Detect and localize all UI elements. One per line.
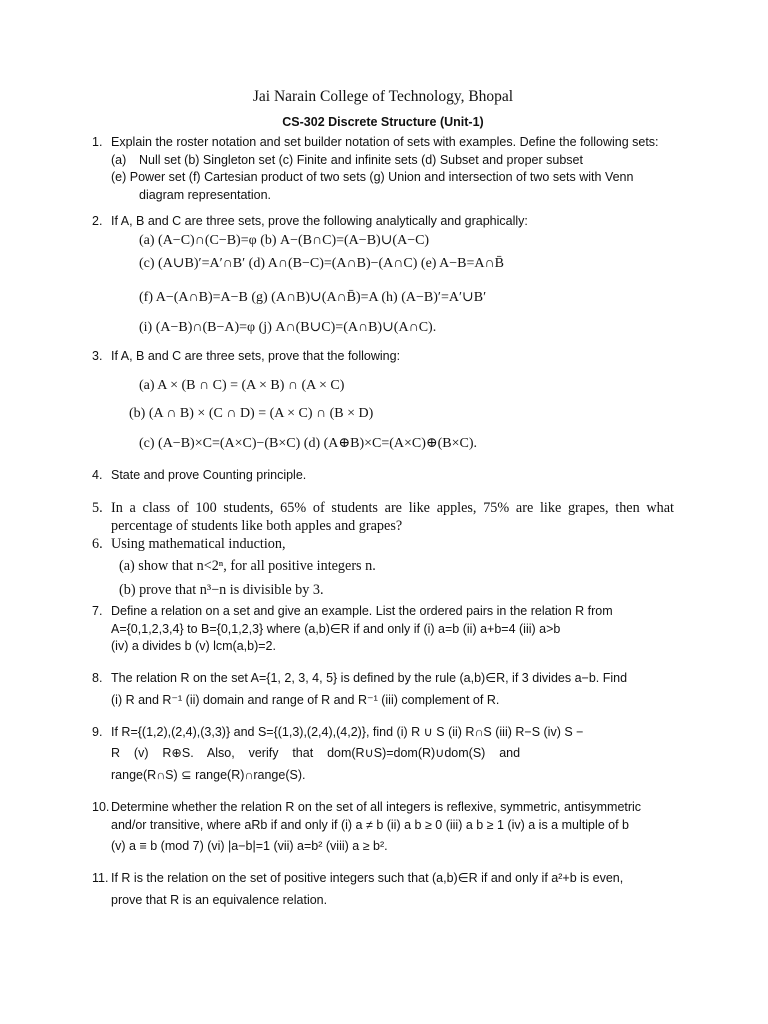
question-text: Using mathematical induction, (111, 536, 286, 553)
sub-item-a: (a) show that n<2ⁿ, for all positive integers n. (119, 557, 376, 574)
question-number: 3. (92, 349, 103, 363)
question-text: If A, B and C are three sets, prove that the following: (111, 349, 401, 363)
question-number: 8. (92, 671, 103, 686)
formula-row-1: (a) (A−C)∩(C−B)=φ (b) A−(B∩C)=(A−B)∪(A−C) (139, 232, 430, 248)
sub-item-e-cont: diagram representation. (139, 188, 272, 202)
question-8 (92, 670, 674, 710)
question-line-2: R (v) R⊕S. Also, verify that dom(R∪S)=dom(R)∪dom(S) and (111, 746, 521, 761)
question-5 (92, 499, 674, 535)
question-line-3: (iv) a divides b (v) lcm(a,b)=2. (111, 639, 276, 654)
question-6 (92, 535, 674, 599)
question-text: In a class of 100 students, 65% of students are like apples, 75% are like grapes, then what percentage of students like both apples and grapes? (111, 500, 674, 535)
question-line-1: If R is the relation on the set of positive integers such that (a,b)∈R if and only if a²+b is even, (111, 871, 624, 886)
question-line-3: range(R∩S) ⊆ range(R)∩range(S). (111, 768, 306, 783)
question-text: Explain the roster notation and set builder notation of sets with examples. Define the following sets: (111, 134, 659, 149)
question-7 (92, 603, 674, 656)
sub-item-e: (e) Power set (f) Cartesian product of two sets (g) Union and intersection of two sets with Venn (111, 170, 634, 185)
formula-row-2: (c) (A∪B)′=A′∩B′ (d) A∩(B−C)=(A∩B)−(A∩C) (e) A−B=A∩B̄ (139, 256, 504, 272)
question-text: State and prove Counting principle. (111, 468, 307, 483)
question-1 (92, 134, 674, 205)
question-number: 1. (92, 134, 103, 149)
formula-row-2: (b) (A ∩ B) × (C ∩ D) = (A × C) ∩ (B × D) (129, 405, 374, 421)
question-number: 6. (92, 536, 103, 553)
question-11 (92, 870, 674, 910)
sub-item-a (111, 152, 674, 170)
formula-row-3: (c) (A−B)×C=(A×C)−(B×C) (d) (A⊕B)×C=(A×C)⊕(B×C). (139, 435, 478, 451)
question-line-1: If R={(1,2),(2,4),(3,3)} and S={(1,3),(2,4),(4,2)}, find (i) R ∪ S (ii) R∩S (iii) R−S (iv) S − (111, 724, 584, 739)
question-line-1: Define a relation on a set and give an example. List the ordered pairs in the relation R from (111, 603, 613, 618)
question-number: 2. (92, 213, 103, 228)
formula-row-1: (a) A × (B ∩ C) = (A × B) ∩ (A × C) (139, 377, 345, 393)
question-number: 7. (92, 603, 103, 618)
sub-item-b: (b) prove that n³−n is divisible by 3. (119, 581, 324, 598)
question-3 (92, 348, 674, 453)
question-number: 10. (92, 799, 110, 814)
course-title: CS-302 Discrete Structure (Unit-1) (282, 115, 484, 129)
sub-label: (a) (111, 152, 127, 167)
question-line-2: prove that R is an equivalence relation. (111, 892, 328, 907)
question-number: 11. (92, 871, 109, 886)
question-number: 4. (92, 468, 103, 483)
formula-row-4: (i) (A−B)∩(B−A)=φ (j) A∩(B∪C)=(A∩B)∪(A∩C). (139, 320, 437, 336)
question-4 (92, 467, 674, 485)
question-line-3: (v) a ≡ b (mod 7) (vi) |a−b|=1 (vii) a=b² (viii) a ≥ b². (111, 839, 388, 854)
question-line-2: and/or transitive, where aRb if and only if (i) a ≠ b (ii) a b ≥ 0 (iii) a b ≥ 1 (iv) a is a multiple of b (111, 817, 630, 832)
question-9 (92, 724, 674, 785)
question-number: 5. (92, 500, 103, 517)
question-2 (92, 213, 674, 338)
question-10 (92, 799, 674, 856)
question-text: If A, B and C are three sets, prove the following analytically and graphically: (111, 213, 528, 228)
question-line-1: Determine whether the relation R on the set of all integers is reflexive, symmetric, antisymmetric (111, 799, 642, 814)
sub-text: Null set (b) Singleton set (c) Finite and infinite sets (d) Subset and proper subset (139, 152, 583, 167)
college-title: Jai Narain College of Technology, Bhopal (252, 88, 514, 105)
formula-row-3: (f) A−(A∩B)=A−B (g) (A∩B)∪(A∩B̄)=A (h) (A−B)′=A′∪B′ (139, 290, 487, 306)
question-line-2: (i) R and R⁻¹ (ii) domain and range of R and R⁻¹ (iii) complement of R. (111, 692, 500, 707)
question-line-1: The relation R on the set A={1, 2, 3, 4, 5} is defined by the rule (a,b)∈R, if 3 divides a−b. Find (111, 671, 628, 686)
question-line-2: A={0,1,2,3,4} to B={0,1,2,3} where (a,b)∈R if and only if (i) a=b (ii) a+b=4 (iii) a>b (111, 621, 561, 636)
question-number: 9. (92, 724, 103, 739)
